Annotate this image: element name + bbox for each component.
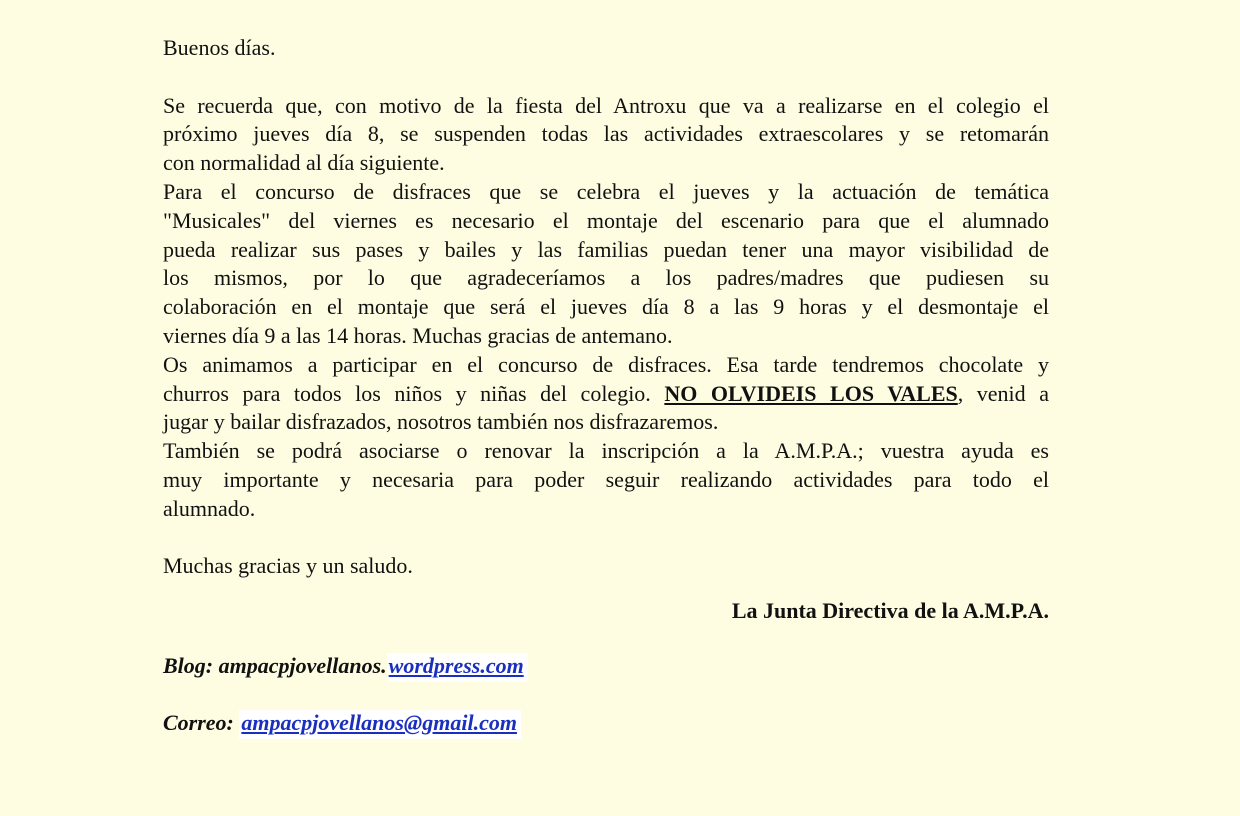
closing: Muchas gracias y un saludo. [163,553,413,579]
paragraph-4-line-1: También se podrá asociarse o renovar la inscripción a la A.M.P.A.; vuestra ayuda es [163,438,1049,464]
paragraph-2-line-3: pueda realizar sus pases y bailes y las familias puedan tener una mayor visibilidad de [163,236,1049,262]
greeting: Buenos días. [163,35,276,60]
paragraph-3-line-2-start: churros para todos los niños y niñas del colegio. [163,380,665,406]
paragraph-3-line-2-end: , venid a [957,380,1049,406]
paragraph-2-line-6: viernes día 9 a las 14 horas. Muchas gracias de antemano. [163,322,673,348]
letter-body [163,34,1049,738]
spacer [163,626,1049,654]
blog-label: Blog: ampacpjovellanos. [163,652,387,678]
paragraph-1-line-2: próximo jueves día 8, se suspenden todas las actividades extraescolares y se retomarán [163,121,1049,147]
spacer [163,681,1049,709]
paragraph-2-line-4: los mismos, por lo que agradeceríamos a los padres/madres que pudiesen su [163,265,1049,291]
paragraph-4-line-3: alumnado. [163,495,256,521]
paragraph-2-line-5: colaboración en el montaje que será el jueves día 8 a las 9 horas y el desmontaje el [163,294,1049,320]
blog-link[interactable]: wordpress.com [387,653,528,682]
blog-line [163,652,1049,681]
paragraph-2-line-2: "Musicales" del viernes es necesario el montaje del escenario para que el alumnado [163,207,1049,233]
paragraph-1-line-3: con normalidad al día siguiente. [163,150,445,176]
paragraph-1-line-1: Se recuerda que, con motivo de la fiesta del Antroxu que va a realizarse en el colegio el [163,92,1049,118]
email-link[interactable]: ampacpjovellanos@gmail.com [239,710,521,739]
paragraph-2-line-1: Para el concurso de disfraces que se celebra el jueves y la actuación de temática [163,178,1049,204]
spacer [163,524,1049,553]
paragraph-3-line-3: jugar y bailar disfrazados, nosotros también nos disfrazaremos. [163,409,719,435]
email-line [163,709,1049,738]
paragraph-3-line-1: Os animamos a participar en el concurso de disfraces. Esa tarde tendremos chocolate y [163,351,1049,377]
signature: La Junta Directiva de la A.M.P.A. [731,598,1049,624]
paragraph-4-line-2: muy importante y necesaria para poder seguir realizando actividades para todo el [163,466,1049,492]
vales-reminder: NO OLVIDEIS LOS VALES [664,380,958,406]
paragraph-3-line-2 [163,380,1049,409]
spacer [163,63,1049,92]
email-label: Correo: [163,709,240,735]
